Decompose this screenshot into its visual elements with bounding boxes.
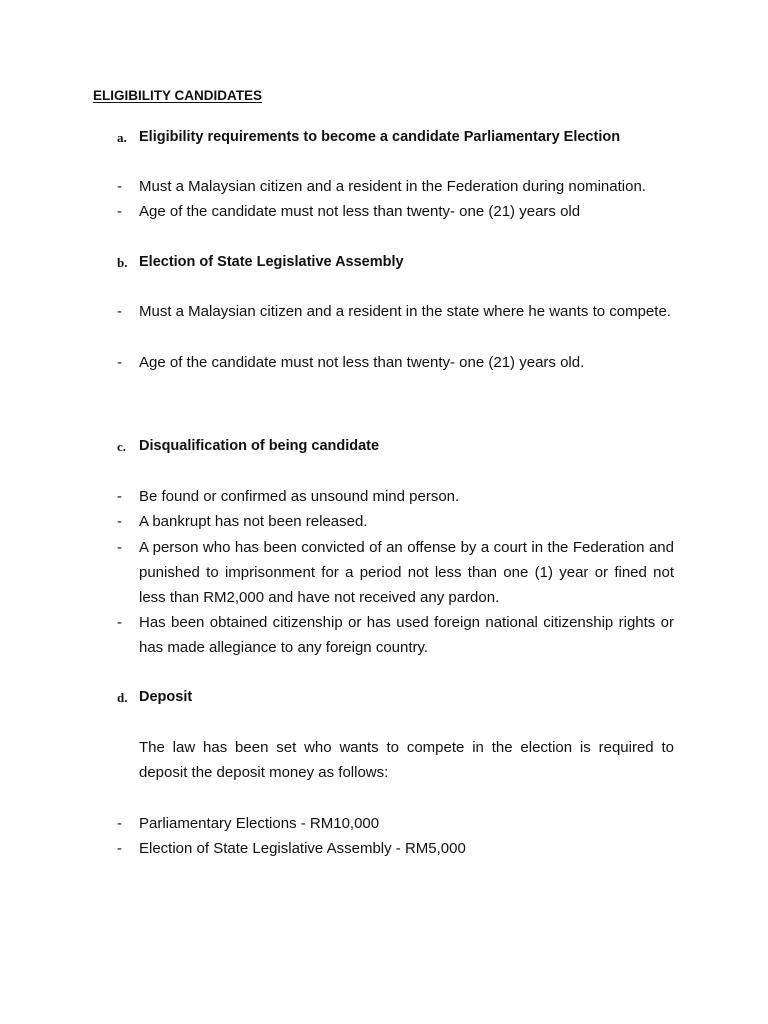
list-item: Election of State Legislative Assembly - RM5,000 xyxy=(139,840,466,857)
section-marker: a. xyxy=(117,130,127,145)
section-heading: Disqualification of being candidate xyxy=(139,438,380,454)
list-item: Age of the candidate must not less than twenty- one (21) years old xyxy=(139,203,581,220)
section-heading: Election of State Legislative Assembly xyxy=(139,254,404,270)
bullet-dash: - xyxy=(117,203,122,220)
section-heading: Eligibility requirements to become a candidate Parliamentary Election xyxy=(139,129,621,145)
bullet-dash: - xyxy=(117,614,122,631)
bullet-dash: - xyxy=(117,539,122,556)
bullet-dash: - xyxy=(117,178,122,195)
section-marker: b. xyxy=(117,255,128,270)
bullet-dash: - xyxy=(117,354,122,371)
list-item: Must a Malaysian citizen and a resident in the Federation during nomination. xyxy=(139,178,646,195)
list-item: A person who has been convicted of an offense by a court in the Federation and punished to imprisonment for a period not less than one (1) year or fined not less than RM2,000 and have not received any pardon. xyxy=(139,539,674,606)
bullet-dash: - xyxy=(117,815,122,832)
bullet-dash: - xyxy=(117,303,122,320)
list-item: Age of the candidate must not less than twenty- one (21) years old. xyxy=(139,354,585,371)
page-title: ELIGIBILITY CANDIDATES xyxy=(93,88,263,103)
list-item: Be found or confirmed as unsound mind person. xyxy=(139,488,460,505)
section-heading: Deposit xyxy=(139,689,193,705)
list-item: Parliamentary Elections - RM10,000 xyxy=(139,815,380,832)
bullet-dash: - xyxy=(117,840,122,857)
bullet-dash: - xyxy=(117,488,122,505)
bullet-dash: - xyxy=(117,513,122,530)
section-marker: d. xyxy=(117,690,128,705)
section-marker: c. xyxy=(117,439,127,454)
section-paragraph: The law has been set who wants to compete in the election is required to deposit the deposit money as follows: xyxy=(139,739,674,781)
list-item: Has been obtained citizenship or has used foreign national citizenship rights or has made allegiance to any foreign country. xyxy=(139,614,674,656)
list-item: A bankrupt has not been released. xyxy=(139,513,368,530)
list-item: Must a Malaysian citizen and a resident in the state where he wants to compete. xyxy=(139,303,671,320)
